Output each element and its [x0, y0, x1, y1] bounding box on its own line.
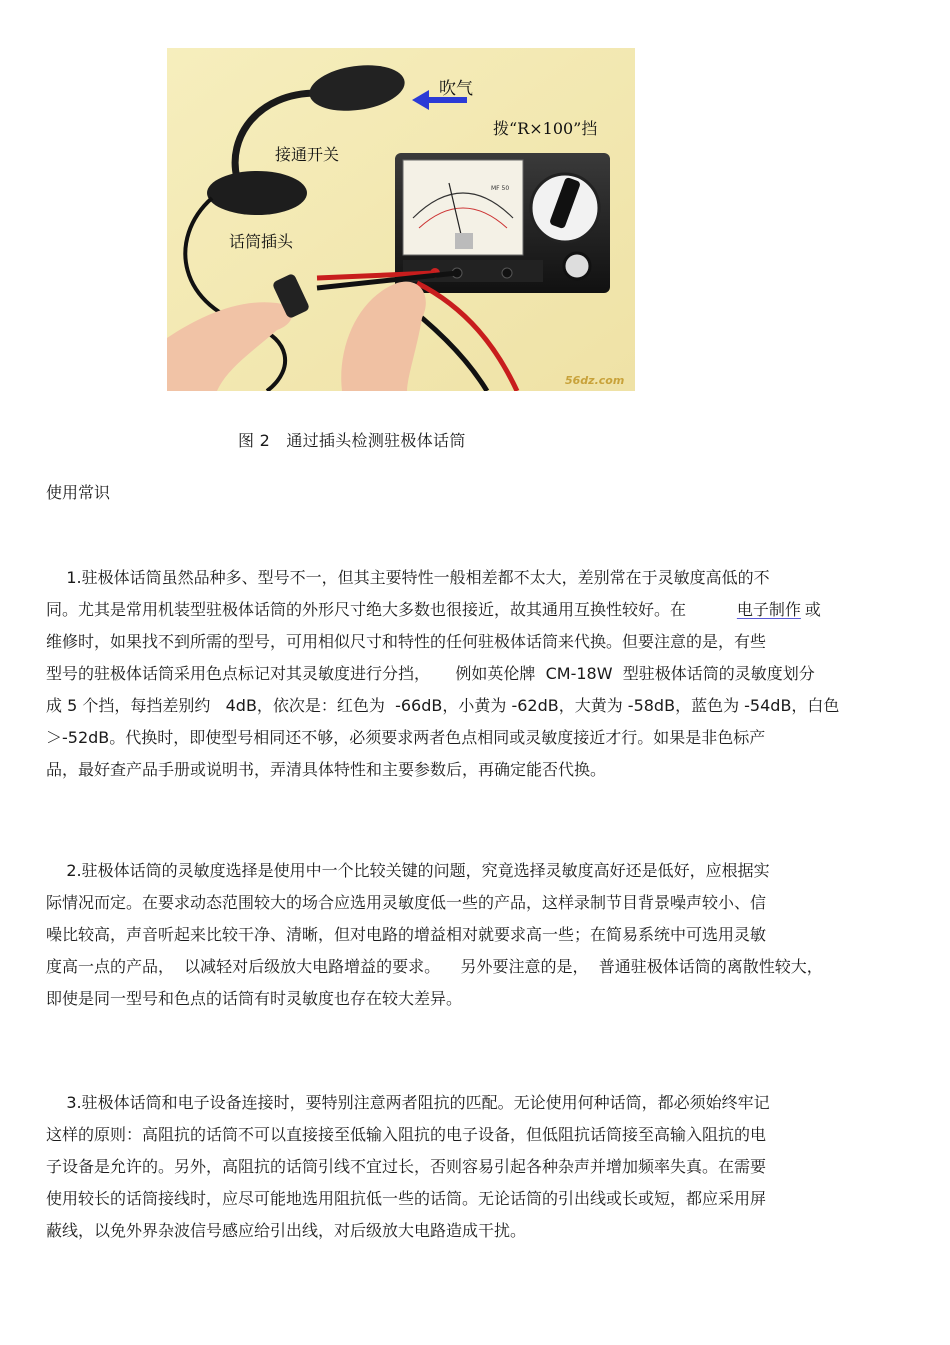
watermark: 56dz.com [565, 374, 625, 387]
paragraph-1 [46, 562, 906, 786]
paragraph-line: 即使是同一型号和色点的话筒有时灵敏度也存在较大差异。 [46, 989, 463, 1008]
paragraph-3 [46, 1087, 906, 1247]
label-power-switch: 接通开关 [275, 145, 340, 164]
electronics-link[interactable]: 电子制作 [736, 600, 801, 619]
paragraph-2 [46, 855, 906, 1015]
section-heading: 使用常识 [46, 483, 111, 502]
paragraph-line: 3.驻极体话筒和电子设备连接时，要特别注意两者阻抗的匹配。无论使用何种话筒，都必须始终牢记 [46, 1093, 770, 1112]
label-switch-r100: 拨“R×100”挡 [493, 119, 598, 138]
multimeter-microphone-illustration [167, 48, 635, 391]
paragraph-line: 这样的原则：高阻抗的话筒不可以直接接至低输入阻抗的电子设备，但低阻抗话筒接至高输入阻抗的电 [46, 1125, 767, 1144]
label-blow: 吹气 [439, 79, 473, 99]
paragraph-line: 2.驻极体话筒的灵敏度选择是使用中一个比较关键的问题，究竟选择灵敏度高好还是低好，应根据实 [46, 861, 770, 880]
paragraph-line: 品，最好查产品手册或说明书，弄清具体特性和主要参数后，再确定能否代换。 [46, 760, 607, 779]
paragraph-line: 际情况而定。在要求动态范围较大的场合应选用灵敏度低一些的产品，这样录制节目背景噪声较小、信 [46, 893, 767, 912]
figure-caption: 图 2 通过插头检测驻极体话筒 [238, 431, 466, 450]
paragraph-line: 成 5 个挡，每挡差别约 4dB，依次是：红色为 -66dB，小黄为 -62dB，大黄为 -58dB，蓝色为 -54dB，白色 [46, 696, 840, 715]
figure-photo [167, 48, 635, 391]
microphone-base [207, 171, 307, 215]
meter-brand: MF 50 [491, 185, 510, 192]
paragraph-line: ＞-52dB。代换时，即使型号相同还不够，必须要求两者色点相同或灵敏度接近才行。如果是非色标产 [46, 728, 766, 747]
label-plug: 话筒插头 [229, 232, 294, 251]
paragraph-line: 使用较长的话筒接线时，应尽可能地选用阻抗低一些的话筒。无论话筒的引出线或长或短，都应采用屏 [46, 1189, 767, 1208]
paragraph-line: 1.驻极体话筒虽然品种多、型号不一，但其主要特性一般相差都不太大，差别常在于灵敏度高低的不 [46, 568, 770, 587]
paragraph-line: 度高一点的产品， 以减轻对后级放大电路增益的要求。 另外要注意的是， 普通驻极体话筒的离散性较大， [46, 957, 823, 976]
paragraph-line-text: 同。尤其是常用机装型驻极体话筒的外形尺寸绝大多数也很接近，故其通用互换性较好。在 [46, 600, 737, 619]
paragraph-line [46, 594, 906, 626]
paragraph-line-suffix: 或 [804, 600, 821, 619]
paragraph-line: 维修时，如果找不到所需的型号，可用相似尺寸和特性的任何驻极体话筒来代换。但要注意的是，有些 [46, 632, 767, 651]
paragraph-line: 子设备是允许的。另外，高阻抗的话筒引线不宜过长，否则容易引起各种杂声并增加频率失真。在需要 [46, 1157, 767, 1176]
paragraph-line: 型号的驻极体话筒采用色点标记对其灵敏度进行分挡， 例如英伦牌 CM-18W 型驻极体话筒的灵敏度划分 [46, 664, 815, 683]
paragraph-line: 噪比较高，声音听起来比较干净、清晰，但对电路的增益相对就要求高一些；在简易系统中可选用灵敏 [46, 925, 767, 944]
paragraph-line: 蔽线，以免外界杂波信号感应给引出线，对后级放大电路造成干扰。 [46, 1221, 527, 1240]
